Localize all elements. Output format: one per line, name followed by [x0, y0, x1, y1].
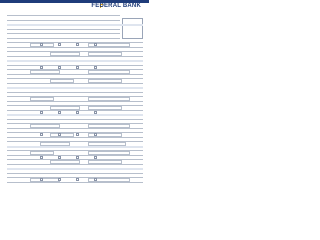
form-row-line [7, 164, 143, 165]
form-row-line [7, 56, 143, 57]
form-row-line [7, 182, 143, 183]
form-row-line [7, 29, 120, 30]
form-row-line [7, 128, 143, 129]
form-row-line [7, 173, 143, 174]
form-row-line [7, 155, 143, 156]
form-row-line [7, 47, 143, 48]
form-row-line [7, 83, 143, 84]
section-band [7, 87, 143, 89]
form-row-line [7, 38, 120, 39]
bank-name: FEDERAL BANK [91, 3, 141, 9]
photo-box [122, 18, 143, 39]
form-row-line [7, 137, 143, 138]
form-row-line [7, 101, 143, 102]
form-row-line [7, 132, 143, 133]
form-row-line [7, 119, 143, 120]
section-band [7, 114, 143, 116]
form-row-line [7, 110, 143, 111]
form-row-line [7, 65, 143, 66]
form-row-line [7, 33, 120, 34]
form-header [0, 0, 149, 13]
form-row-line [7, 74, 143, 75]
section-band [7, 60, 143, 62]
section-band [7, 146, 143, 148]
section-band [7, 168, 143, 170]
form-row-line [7, 92, 143, 93]
form-row-line [7, 20, 120, 21]
section-band [7, 24, 143, 26]
form-row-line [7, 78, 143, 79]
form-row-line [7, 15, 120, 16]
application-form-page [0, 0, 149, 198]
